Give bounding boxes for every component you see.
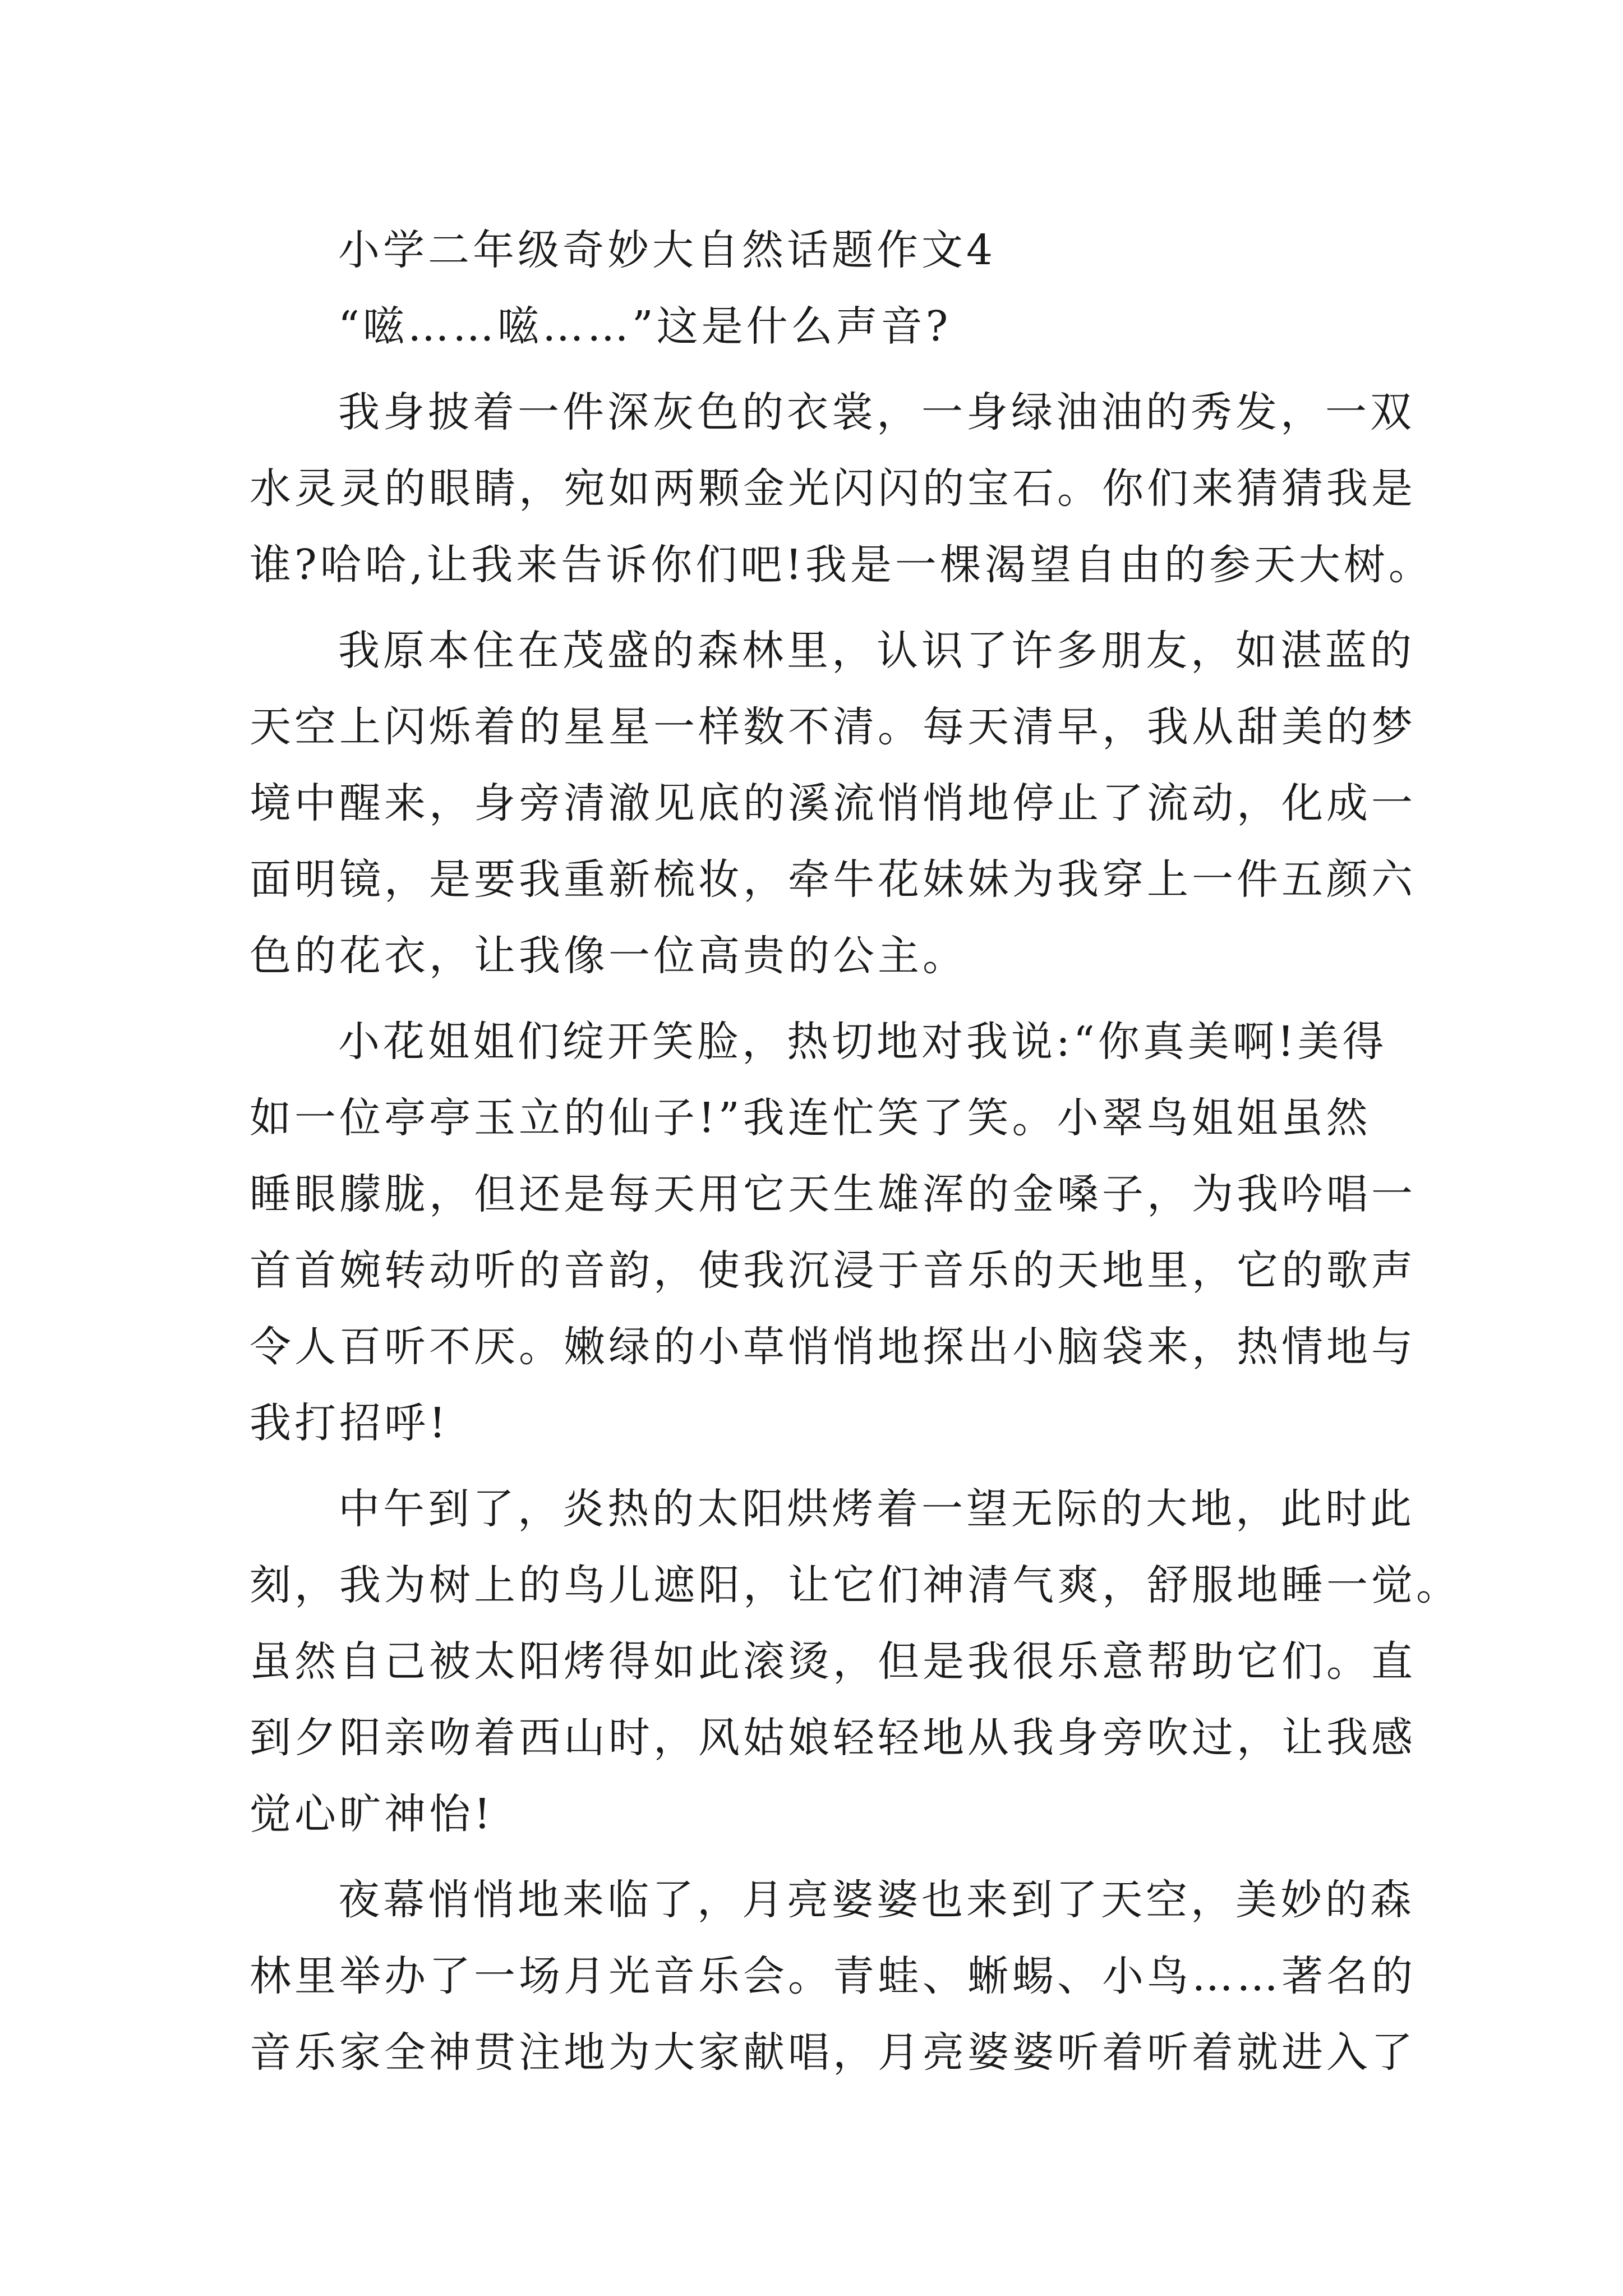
paragraph-line: 夜幕悄悄地来临了，月亮婆婆也来到了天空，美妙的森: [338, 1876, 1415, 1924]
paragraph-5: [250, 1471, 1461, 1852]
paragraph-line: 我打招呼!: [250, 1399, 449, 1447]
paragraph-line: 境中醒来，身旁清澈见底的溪流悄悄地停止了流动，化成一: [250, 779, 1416, 827]
paragraph-line: 谁?哈哈,让我来告诉你们吧!我是一棵渴望自由的参天大树。: [250, 541, 1433, 589]
document-title: 小学二年级奇妙大自然话题作文4: [338, 226, 997, 274]
paragraph-line: 睡眼朦胧，但还是每天用它天生雄浑的金嗓子，为我吟唱一: [250, 1170, 1416, 1218]
document-body: [250, 212, 1461, 2091]
paragraph-line: 虽然自己被太阳烤得如此滚烫，但是我很乐意帮助它们。直: [250, 1637, 1416, 1686]
paragraph-2: [250, 374, 1433, 603]
paragraph-line: 色的花衣，让我像一位高贵的公主。: [250, 932, 967, 980]
paragraph-4: [250, 1004, 1416, 1461]
paragraph-line: 水灵灵的眼睛，宛如两颗金光闪闪的宝石。你们来猜猜我是: [250, 464, 1416, 513]
paragraph-line: 到夕阳亲吻着西山时，风姑娘轻轻地从我身旁吹过，让我感: [250, 1714, 1416, 1762]
paragraph-line: 中午到了，炎热的太阳烘烤着一望无际的大地，此时此: [338, 1485, 1415, 1533]
paragraph-line: 如一位亭亭玉立的仙子!”我连忙笑了笑。小翠鸟姐姐虽然: [250, 1094, 1371, 1142]
paragraph-line: 我原本住在茂盛的森林里，认识了许多朋友，如湛蓝的: [338, 627, 1415, 675]
paragraph-1: [250, 288, 1394, 365]
paragraph-line: 刻，我为树上的鸟儿遮阳，让它们神清气爽，舒服地睡一觉。: [250, 1561, 1461, 1609]
paragraph-line: 我身披着一件深灰色的衣裳，一身绿油油的秀发，一双: [338, 388, 1415, 436]
paragraph-line: 天空上闪烁着的星星一样数不清。每天清早，我从甜美的梦: [250, 703, 1416, 751]
paragraph-line: 音乐家全神贯注地为大家献唱，月亮婆婆听着听着就进入了: [250, 2028, 1416, 2077]
paragraph-line: 觉心旷神怡!: [250, 1790, 494, 1838]
paragraph-3: [250, 613, 1416, 994]
paragraph-line: 林里举办了一场月光音乐会。青蛙、蜥蜴、小鸟……著名的: [250, 1952, 1416, 2000]
paragraph-6: [250, 1862, 1416, 2091]
paragraph-line: “嗞……嗞……”这是什么声音?: [338, 302, 952, 351]
paragraph-line: 首首婉转动听的音韵，使我沉浸于音乐的天地里，它的歌声: [250, 1246, 1416, 1295]
paragraph-line: 面明镜，是要我重新梳妆，牵牛花妹妹为我穿上一件五颜六: [250, 855, 1416, 904]
paragraph-line: 小花姐姐们绽开笑脸，热切地对我说:“你真美啊!美得: [338, 1018, 1387, 1066]
paragraph-line: 令人百听不厌。嫩绿的小草悄悄地探出小脑袋来，热情地与: [250, 1323, 1416, 1371]
